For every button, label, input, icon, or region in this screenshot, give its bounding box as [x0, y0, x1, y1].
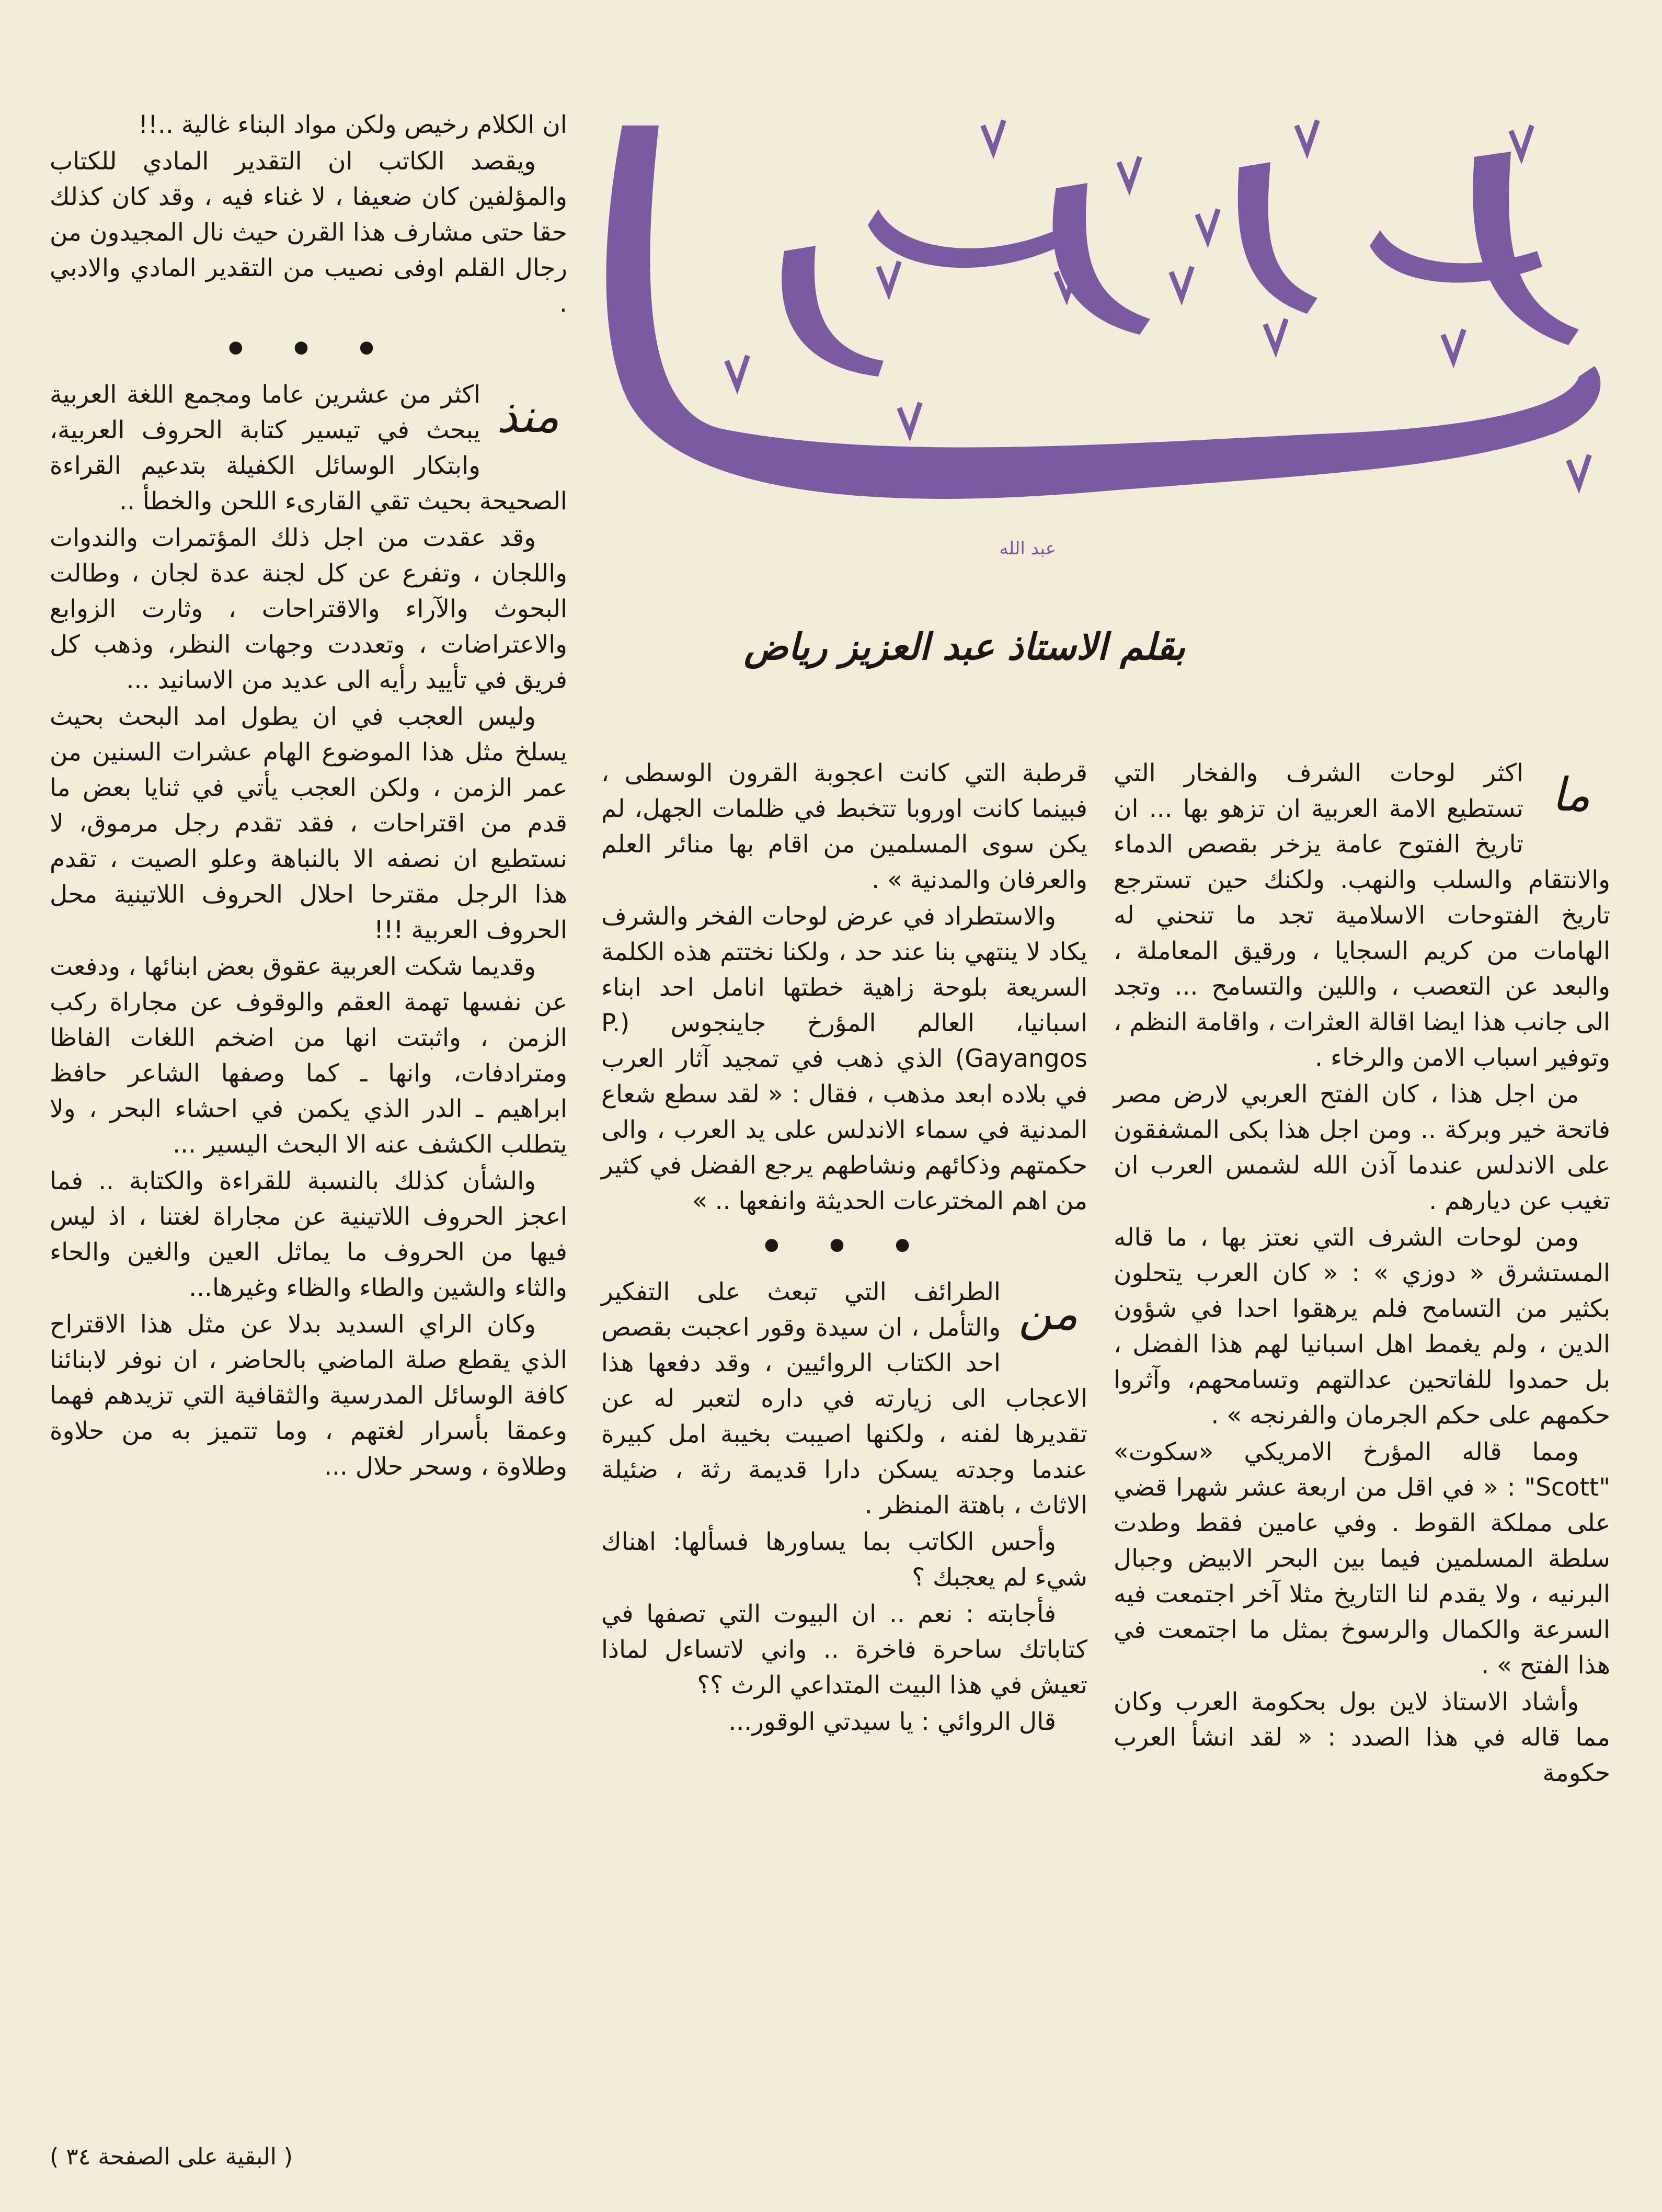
continuation-note: ( البقية على الصفحة ٣٤ ) [50, 2143, 293, 2170]
dropcap-text: ما [1552, 768, 1590, 822]
paragraph: وقديما شكت العربية عقوق بعض ابنائها ، ودفعت عن نفسها تهمة العقم والوقوف عن مجاراة ركب الزمن ، واثبتت انها من اضخم اللغات الفاظا ومترادفات، وانها ـ كما وصفها الشاعر حافظ ابراهيم ـ الدر الذي يكمن في احشاء البحر ، ولا يتطلب الكشف عنه الا البحث اليسير ... [50, 952, 567, 1159]
dropcap-ma [1532, 756, 1610, 834]
paragraph [50, 377, 567, 519]
paragraph [601, 1274, 1087, 1523]
paragraph-text: الطرائف التي تبعث على التفكير والتأمل ، ان سيدة وقور اعجبت بقصص احد الكتاب الروائيين ، وقد دفعها هذا الاعجاب الى زيارته في داره لتعبر له عن تقديرها لفنه ، ولكنها اصيبت بخيبة امل كبيرة عندما وجدته يسكن دارا قديمة رثة ، ضئيلة الاثاث ، باهتة المنظر . [601, 1278, 1087, 1520]
paragraph: ومن لوحات الشرف التي نعتز بها ، ما قاله المستشرق « دوزي » : « كان العرب يتحلون بكثير من التسامح فلم يرهقوا احدا في شؤون الدين ، ولم يغمط اهل اسبانيا لهم هذا الفضل ، بل حمدوا للفاتحين عدالتهم وتسامحهم، وآثروا حكمهم على حكم الجرمان والفرنجه » . [1114, 1223, 1610, 1430]
title-calligraphy-art [586, 94, 1621, 575]
paragraph: وأشاد الاستاذ لاين بول بحكومة العرب وكان مما قاله في هذا الصدد : « لقد انشأ العرب حكومة [1114, 1687, 1610, 1787]
dropcap-min [1009, 1274, 1087, 1353]
section-divider: • • • [224, 328, 393, 371]
paragraph: وأحس الكاتب بما يساورها فسألها: اهناك شيء لم يعجبك ؟ [601, 1527, 1087, 1592]
paragraph: قال الروائي : يا سيدتي الوقور... [728, 1707, 1056, 1736]
paragraph: من اجل هذا ، كان الفتح العربي لارض مصر فاتحة خير وبركة .. ومن اجل هذا بكى المشفقون على الاندلس عندما آذن الله لشمس العرب ان تغيب عن ديارهم . [1114, 1080, 1610, 1215]
dropcap-mundhu [489, 377, 567, 455]
byline: بقلم الاستاذ عبد العزيز رياض [744, 625, 1185, 668]
paragraph: ان الكلام رخيص ولكن مواد البناء غالية ..!! [138, 110, 567, 139]
paragraph: والاستطراد في عرض لوحات الفخر والشرف يكاد لا ينتهي بنا عند حد ، ولكنا نختتم هذه الكلمة السريعة بلوحة زاهية خطتها انامل احد ابناء اسبانيا، العالم المؤرخ جاينجوس (P. Gayangos) الذي ذهب في تمجيد آثار العرب في بلاده ابعد مذهب ، فقال : « لقد سطع شعاع المدنية في سماء الاندلس على يد العرب ، والى حكمتهم وذكائهم ونشاطهم يرجع الفضل في كثير من اهم المخترعات الحديثة وانفعها .. » [601, 902, 1087, 1215]
paragraph: ويقصد الكاتب ان التقدير المادي للكتاب والمؤلفين كان ضعيفا ، لا غناء فيه ، وقد كان كذلك حقا حتى مشارف هذا القرن حيث نال المجيدون من رجال القلم اوفى نصيب من التقدير المادي والادبي . [50, 147, 567, 318]
paragraph: وقد عقدت من اجل ذلك المؤتمرات والندوات واللجان ، وتفرع عن كل لجنة عدة لجان ، وطالت البحوث والآراء والاقتراحات ، وثارت الزوابع والاعتراضات ، وتعددت وجهات النظر، وذهب كل فريق في تأييد رأيه الى عديد من الاسانيد ... [50, 523, 567, 694]
middle-column [601, 756, 1087, 1741]
left-column [50, 107, 567, 1486]
paragraph: وليس العجب في ان يطول امد البحث بحيث يسلخ مثل هذا الموضوع الهام عشرات السنين من عمر الزمن ، ولكن العجب يأتي في ثنايا بعض ما قدم من اقتراحات ، فقد تقدم رجل مرموق، لا نستطيع ان نصفه الا بالنباهة وعلو الصيت ، تقدم هذا الرجل مقترحا احلال الحروف اللاتينية محل الحروف العربية !!! [50, 702, 567, 944]
paragraph: فأجابته : نعم .. ان البيوت التي تصفها في كتاباتك ساحرة فاخرة .. واني لاتساءل لماذا تعيش في هذا البيت المتداعي الرث ؟؟ [601, 1600, 1087, 1700]
dropcap-text: من [1018, 1286, 1079, 1340]
paragraph: والشأن كذلك بالنسبة للقراءة والكتابة .. فما اعجز الحروف اللاتينية عن مجاراة لغتنا ، اذ ليس فيها من الحروف ما يماثل العين والغين والحاء والثاء والشين والطاء والظاء وغيرها... [50, 1167, 567, 1302]
paragraph: وكان الراي السديد بدلا عن مثل هذا الاقتراح الذي يقطع صلة الماضي بالحاضر ، ان نوفر لابنائنا كافة الوسائل المدرسية والثقافية التي تزيدهم فهما وعمقا بأسرار لغتهم ، وما تتميز به من حلاوة وطلاوة ، وسحر حلال ... [50, 1310, 567, 1481]
title-calligraphy [586, 94, 1621, 575]
paragraph-text: اكثر لوحات الشرف والفخار التي تستطيع الامة العربية ان تزهو بها ... ان تاريخ الفتوح عامة يزخر بقصص الدماء والانتقام والسلب والنهب. ولكنك حين تسترجع تاريخ الفتوحات الاسلامية تجد ما تنحني له الهامات من كريم السجايا ، ورقيق المعاملة ، والبعد عن التعصب ، واللين والتسامح ... وتجد الى جانب هذا ايضا اقالة العثرات ، واقامة النظم ، وتوفير اسباب الامن والرخاء . [1114, 759, 1610, 1072]
title-signature: عبد الله [999, 538, 1056, 559]
paragraph-text: اكثر من عشرين عاما ومجمع اللغة العربية يبحث في تيسير كتابة الحروف العربية، وابتكار الوسائل الكفيلة بتدعيم القراءة الصحيحة بحيث تقي القارىء اللحن والخطأ .. [50, 380, 567, 516]
dropcap-text: منذ [497, 389, 559, 443]
paragraph: قرطبة التي كانت اعجوبة القرون الوسطى ، فبينما كانت اوروبا تتخبط في ظلمات الجهل، لم يكن سوى المسلمين من اقام بها منائر العلم والعرفان والمدنية » . [601, 759, 1087, 894]
paragraph [1114, 756, 1610, 1076]
right-column [1114, 756, 1610, 1792]
paragraph: ومما قاله المؤرخ الامريكي «سكوت» "Scott" : « في اقل من اربعة عشر شهرا قضي على مملكة القوط . وفي عامين فقط وطدت سلطة المسلمين فيما بين البحر الابيض وجبال البرنيه ، ولا يقدم لنا التاريخ مثلا آخر اجتمعت فيه السرعة والكمال والرسوخ بمثل ما اجتمعت في هذا الفتح » . [1114, 1438, 1610, 1680]
section-divider: • • • [760, 1225, 929, 1268]
